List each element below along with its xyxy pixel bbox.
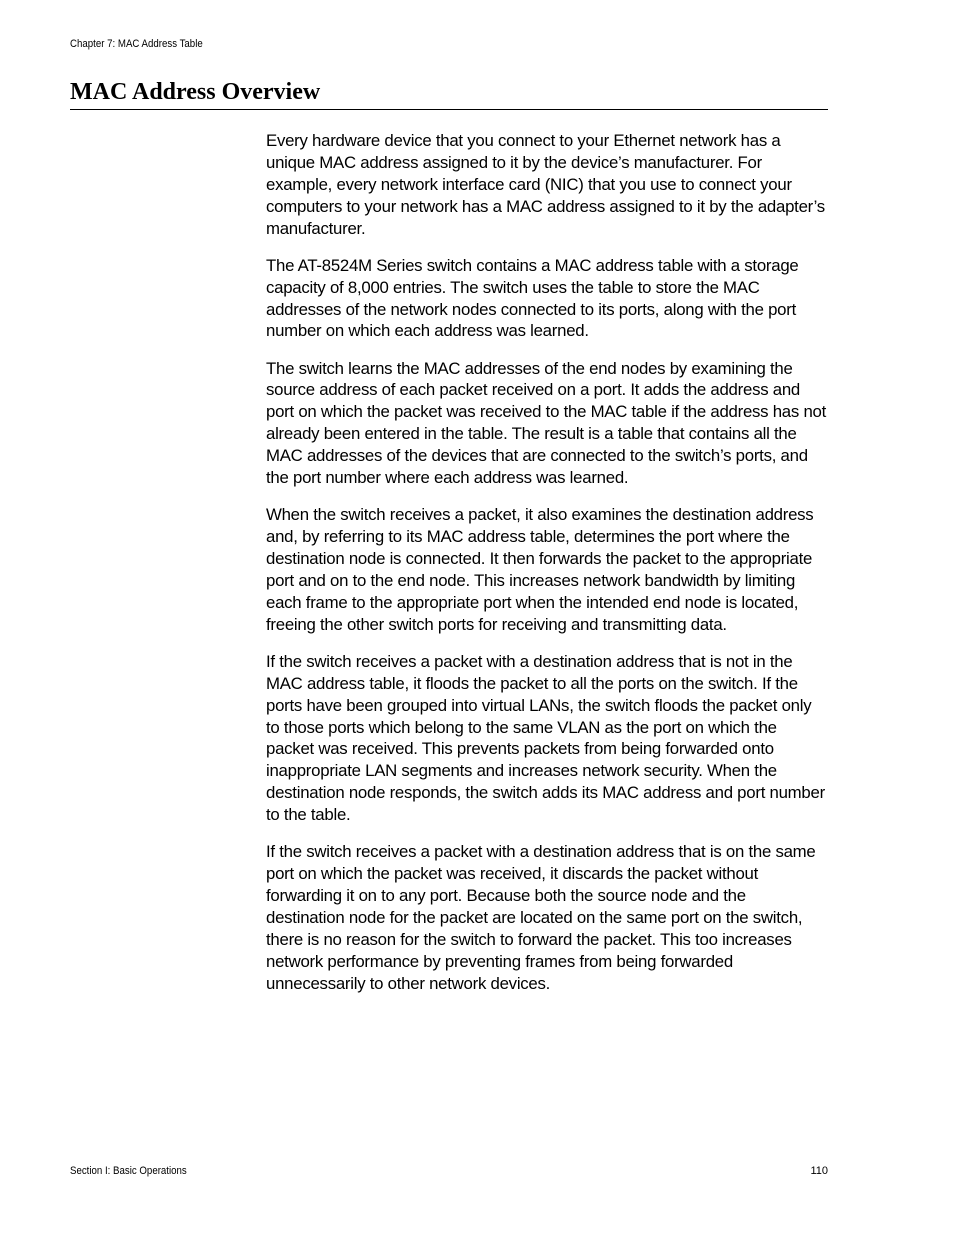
running-footer [70,1165,828,1179]
paragraph: The AT-8524M Series switch contains a MAC address table with a storage capacity of 8,000 entries. The switch uses the table to store the MAC addresses of the network nodes connected to its ports, along with the port number on which each address was learned. [266,255,799,341]
paragraph: If the switch receives a packet with a destination address that is on the same port on which the packet was received, it discards the packet without forwarding it on to any port. Because both the source node and the destination node for the packet are located on the same port on the switch, there is no reason for the switch to forward the packet. This too increases network performance by preventing frames from being forwarded unnecessarily to other network devices. [266,842,816,993]
paragraph: If the switch receives a packet with a destination address that is not in the MAC address table, it floods the packet to all the ports on the switch. If the ports have been grouped into virtual LANs, the switch floods the packet only to those ports which belong to the same VLAN as the port on which the packet was received. This prevents packets from being forwarded onto inappropriate LAN segments and increases network security. When the destination node responds, the switch adds its MAC address and port number to the table. [266,651,825,825]
title-rule [70,109,828,110]
paragraph: When the switch receives a packet, it also examines the destination address and, by referring to its MAC address table, determines the port where the destination node is connected. It then forwards the packet to the appropriate port and on to the end node. This increases network bandwidth by limiting each frame to the appropriate port when the intended end node is located, freeing the other switch ports for receiving and transmitting data. [266,505,814,634]
footer-section: Section I: Basic Operations [70,1165,187,1177]
section-title: MAC Address Overview [70,79,321,105]
page-number: 110 [810,1165,828,1177]
body-text [266,130,828,1010]
running-header: Chapter 7: MAC Address Table [70,38,203,50]
paragraph: Every hardware device that you connect to your Ethernet network has a unique MAC address assigned to it by the device’s manufacturer. For example, every network interface card (NIC) that you use to connect your computers to your network has a MAC address assigned to it by the adapter’s manufacturer. [266,131,825,238]
paragraph: The switch learns the MAC addresses of the end nodes by examining the source address of each packet received on a port. It adds the address and port on which the packet was received to the MAC table if the address has not already been entered in the table. The result is a table that contains all the MAC addresses of the devices that are connected to the switch’s ports, and the port number where each address was learned. [266,358,827,488]
